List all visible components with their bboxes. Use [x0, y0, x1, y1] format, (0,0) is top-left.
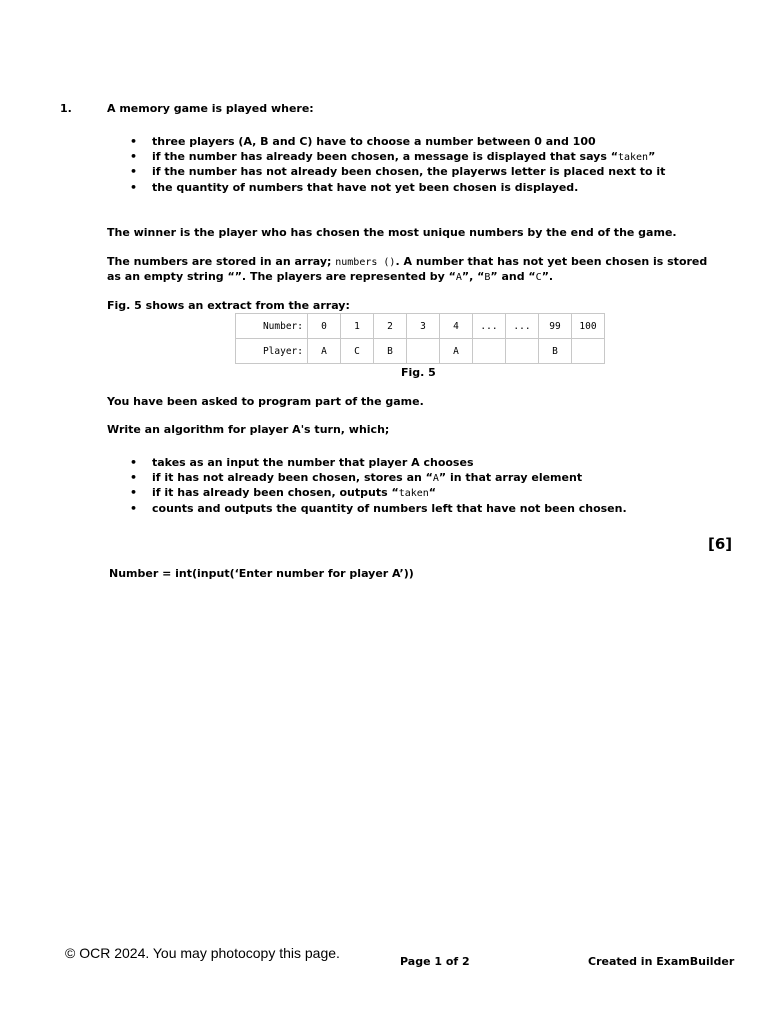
table-cell: A	[440, 339, 473, 364]
array-figure-table	[235, 313, 605, 364]
rules-list	[130, 134, 665, 195]
list-item	[130, 455, 627, 470]
table-cell: ...	[473, 314, 506, 339]
array-text: . A number that has not yet been chosen is stored	[395, 255, 708, 268]
figure-intro: Fig. 5 shows an extract from the array:	[107, 299, 350, 312]
list-item-text: takes as an input the number that player A chooses	[152, 456, 474, 469]
bullet-icon: •	[130, 456, 138, 469]
table-header-cell: Player:	[236, 339, 308, 364]
list-item-text: if it has already been chosen, outputs “	[152, 486, 399, 500]
table-cell: A	[308, 339, 341, 364]
table-row	[236, 339, 605, 364]
marks-label: [6]	[708, 535, 733, 553]
table-cell	[572, 339, 605, 364]
table-header-cell: Number:	[236, 314, 308, 339]
code-literal: taken	[398, 488, 429, 500]
winner-text: The winner is the player who has chosen the most unique numbers by the end of the game.	[107, 226, 677, 239]
code-literal: A	[455, 272, 462, 283]
array-text: ”.	[541, 270, 554, 283]
list-item	[130, 180, 665, 195]
table-cell	[506, 339, 539, 364]
list-item	[130, 149, 665, 164]
table-cell: 0	[308, 314, 341, 339]
table-cell: 1	[341, 314, 374, 339]
question-number: 1.	[60, 102, 72, 115]
list-item-text: counts and outputs the quantity of numbers left that have not been chosen.	[152, 501, 627, 515]
code-literal: numbers ()	[335, 257, 396, 268]
bullet-icon: •	[130, 471, 138, 485]
list-item	[130, 470, 627, 485]
figure-caption: Fig. 5	[401, 366, 436, 379]
bullet-icon: •	[130, 501, 138, 515]
list-item	[130, 485, 627, 500]
list-item	[130, 164, 665, 179]
table-cell: 4	[440, 314, 473, 339]
code-literal: taken	[617, 152, 649, 164]
bullet-icon: •	[130, 135, 138, 148]
requirements-list	[130, 455, 627, 516]
created-in-label: Created in ExamBuilder	[588, 955, 735, 968]
list-item-text: if it has not already been chosen, stores an “	[152, 471, 433, 485]
array-text: ”, “	[461, 270, 485, 283]
table-cell: 100	[572, 314, 605, 339]
page-number: Page 1 of 2	[400, 955, 470, 968]
copyright-notice: © OCR 2024. You may photocopy this page.	[65, 945, 340, 961]
array-text: ” and “	[490, 270, 536, 283]
list-item	[130, 501, 627, 516]
question-intro: A memory game is played where:	[107, 102, 314, 115]
array-description-line-2	[107, 270, 553, 283]
bullet-icon: •	[130, 165, 138, 179]
bullet-icon: •	[130, 150, 138, 164]
array-description-line-1	[107, 255, 707, 268]
code-literal: A	[432, 473, 439, 485]
table-cell: B	[374, 339, 407, 364]
array-text: The numbers are stored in an array;	[107, 255, 336, 268]
list-item-text: three players (A, B and C) have to choose a number between 0 and 100	[152, 135, 596, 148]
table-row	[236, 314, 605, 339]
list-item-text: ” in that array element	[438, 471, 583, 485]
table-cell: 99	[539, 314, 572, 339]
code-literal: B	[484, 272, 491, 283]
list-item-text: if the number has already been chosen, a message is displayed that says “	[152, 150, 618, 164]
task-instruction: Write an algorithm for player A's turn, which;	[107, 423, 390, 436]
table-cell: 2	[374, 314, 407, 339]
table-cell	[407, 339, 440, 364]
list-item-text: if the number has not already been chosen, the playerws letter is placed next to it	[152, 165, 666, 179]
bullet-icon: •	[130, 180, 138, 194]
list-item	[130, 134, 665, 149]
table-cell: C	[341, 339, 374, 364]
table-cell: B	[539, 339, 572, 364]
task-intro: You have been asked to program part of the game.	[107, 395, 424, 408]
code-line: Number = int(input(‘Enter number for player A’))	[109, 567, 414, 580]
array-text: as an empty string “”. The players are represented by “	[107, 270, 456, 283]
list-item-text: “	[428, 486, 437, 500]
table-cell	[473, 339, 506, 364]
table-cell: ...	[506, 314, 539, 339]
list-item-text: ”	[648, 150, 656, 164]
table-cell: 3	[407, 314, 440, 339]
code-literal: C	[535, 272, 542, 283]
bullet-icon: •	[130, 486, 138, 500]
list-item-text: the quantity of numbers that have not yet been chosen is displayed.	[152, 180, 579, 194]
